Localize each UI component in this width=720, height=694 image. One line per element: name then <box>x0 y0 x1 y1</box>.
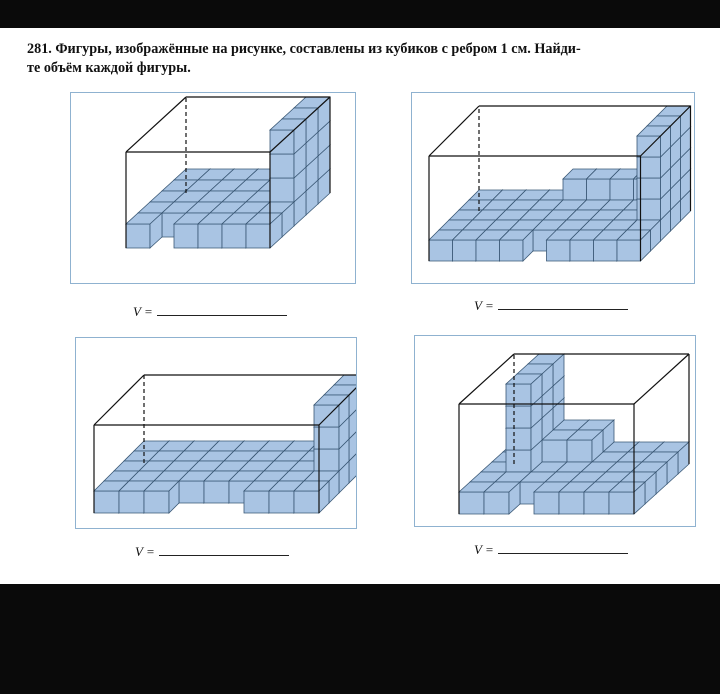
box-edge <box>634 354 689 404</box>
volume-label-4: V = <box>474 542 494 557</box>
problem-number: 281. <box>27 41 52 57</box>
problem-text-line2: те объём каждой фигуры. <box>27 60 191 76</box>
answer-blank-2[interactable] <box>498 308 628 310</box>
figure-frame-4 <box>414 335 696 527</box>
answer-blank-3[interactable] <box>159 554 289 556</box>
figure-frame-2 <box>411 92 695 284</box>
textbook-page <box>0 28 720 584</box>
answer-blank-4[interactable] <box>498 552 628 554</box>
cube <box>506 374 542 406</box>
problem-text-line1: Фигуры, изображённые на рисунке, составлены из кубиков с ребром 1 см. Найди- <box>55 41 581 57</box>
cube-figure-1 <box>71 93 355 283</box>
cube <box>617 230 651 261</box>
answer-line-1 <box>133 304 287 320</box>
cube <box>144 481 179 513</box>
cube-figure-2 <box>412 93 694 283</box>
cube <box>294 481 329 513</box>
box-edge <box>126 97 186 152</box>
box-edge <box>94 375 144 425</box>
cube <box>500 230 534 261</box>
cube <box>609 482 645 514</box>
problem-statement <box>27 40 697 78</box>
box-edge <box>429 106 479 156</box>
cube <box>126 213 162 248</box>
figure-frame-1 <box>70 92 356 284</box>
volume-label-2: V = <box>474 298 494 313</box>
answer-blank-1[interactable] <box>157 314 287 316</box>
cube-figure-4 <box>415 336 695 526</box>
cube <box>484 482 520 514</box>
figure-frame-3 <box>75 337 357 529</box>
volume-label-3: V = <box>135 544 155 559</box>
cube <box>567 430 603 462</box>
answer-line-3 <box>135 544 289 560</box>
answer-line-4 <box>474 542 628 558</box>
volume-label-1: V = <box>133 304 153 319</box>
answer-line-2 <box>474 298 628 314</box>
cube-figure-3 <box>76 338 356 528</box>
